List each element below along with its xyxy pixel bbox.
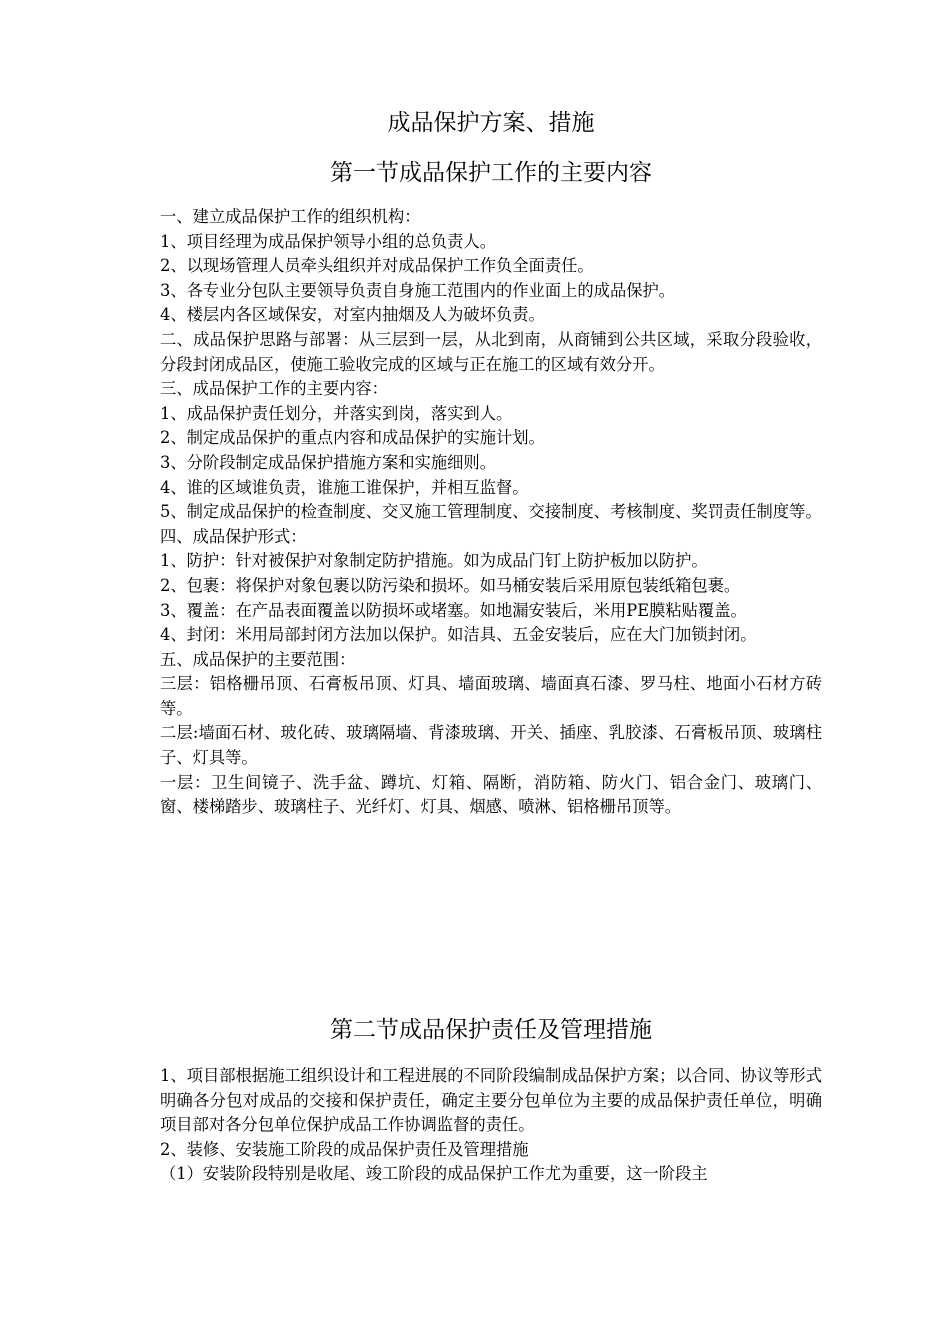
section2-body (160, 1064, 822, 1187)
paragraph: 1、项目部根据施工组织设计和工程进展的不同阶段编制成品保护方案；以合同、协议等形式明确各分包对成品的交接和保护责任，确定主要分包单位为主要的成品保护责任单位，明确项目部对各分包单位保护成品工作协调监督的责任。 (160, 1066, 822, 1135)
section2-title: 第二节成品保护责任及管理措施 (330, 1017, 652, 1043)
paragraph: 一、建立成品保护工作的组织机构： (160, 207, 421, 226)
paragraph: 三层：铝格栅吊顶、石膏板吊顶、灯具、墙面玻璃、墙面真石漆、罗马柱、地面小石材方砖等。 (160, 674, 822, 718)
paragraph: 3、分阶段制定成品保护措施方案和实施细则。 (160, 452, 496, 472)
section1-body (160, 205, 822, 820)
paragraph: 4、封闭：米用局部封闭方法加以保护。如洁具、五金安装后，应在大门加锁封闭。 (160, 625, 757, 645)
paragraph: 二、成品保护思路与部署：从三层到一层，从北到南，从商铺到公共区域，采取分段验收，分段封闭成品区，使施工验收完成的区域与正在施工的区域有效分开。 (160, 329, 822, 374)
paragraph: 4、楼层内各区域保安，对室内抽烟及人为破坏负责。 (160, 305, 545, 325)
paragraph: 4、谁的区域谁负责，谁施工谁保护，并相互监督。 (160, 477, 529, 497)
paragraph: 2、包裹：将保护对象包裹以防污染和损坏。如马桶安装后采用原包装纸箱包裹。 (160, 575, 741, 595)
paragraph: 1、项目经理为成品保护领导小组的总负责人。 (160, 231, 496, 251)
paragraph: 2、制定成品保护的重点内容和成品保护的实施计划。 (160, 428, 545, 448)
paragraph: 一层：卫生间镜子、洗手盆、蹲坑、灯箱、隔断，消防箱、防火门、铝合金门、玻璃门、窗、楼梯踏步、玻璃柱子、光纤灯、灯具、烟感、喷淋、铝格栅吊顶等。 (160, 772, 822, 817)
paragraph: 3、覆盖：在产品表面覆盖以防损坏或堵塞。如地漏安装后，米用PE膜粘贴覆盖。 (160, 600, 747, 620)
paragraph: 2、以现场管理人员牵头组织并对成品保护工作负全面责任。 (160, 256, 594, 276)
paragraph: 1、成品保护责任划分，并落实到岗，落实到人。 (160, 403, 513, 423)
paragraph: 四、成品保护形式： (160, 526, 307, 546)
paragraph: （1）安装阶段特别是收尾、竣工阶段的成品保护工作尤为重要，这一阶段主 (160, 1164, 708, 1184)
paragraph: 5、制定成品保护的检查制度、交叉施工管理制度、交接制度、考核制度、奖罚责任制度等。 (160, 502, 822, 522)
paragraph: 1、防护：针对被保护对象制定防护措施。如为成品门钉上防护板加以防护。 (160, 551, 708, 571)
document-title: 成品保护方案、措施 (387, 110, 595, 136)
paragraph: 二层:墙面石材、玻化砖、玻璃隔墙、背漆玻璃、开关、插座、乳胶漆、石膏板吊顶、玻璃柱子、灯具等。 (160, 723, 822, 768)
section1-title: 第一节成品保护工作的主要内容 (330, 160, 652, 186)
paragraph: 3、各专业分包队主要领导负责自身施工范围内的作业面上的成品保护。 (160, 280, 676, 300)
paragraph: 三、成品保护工作的主要内容： (160, 379, 388, 399)
paragraph: 五、成品保护的主要范围： (160, 649, 356, 669)
paragraph: 2、装修、安装施工阶段的成品保护责任及管理措施 (160, 1139, 529, 1159)
